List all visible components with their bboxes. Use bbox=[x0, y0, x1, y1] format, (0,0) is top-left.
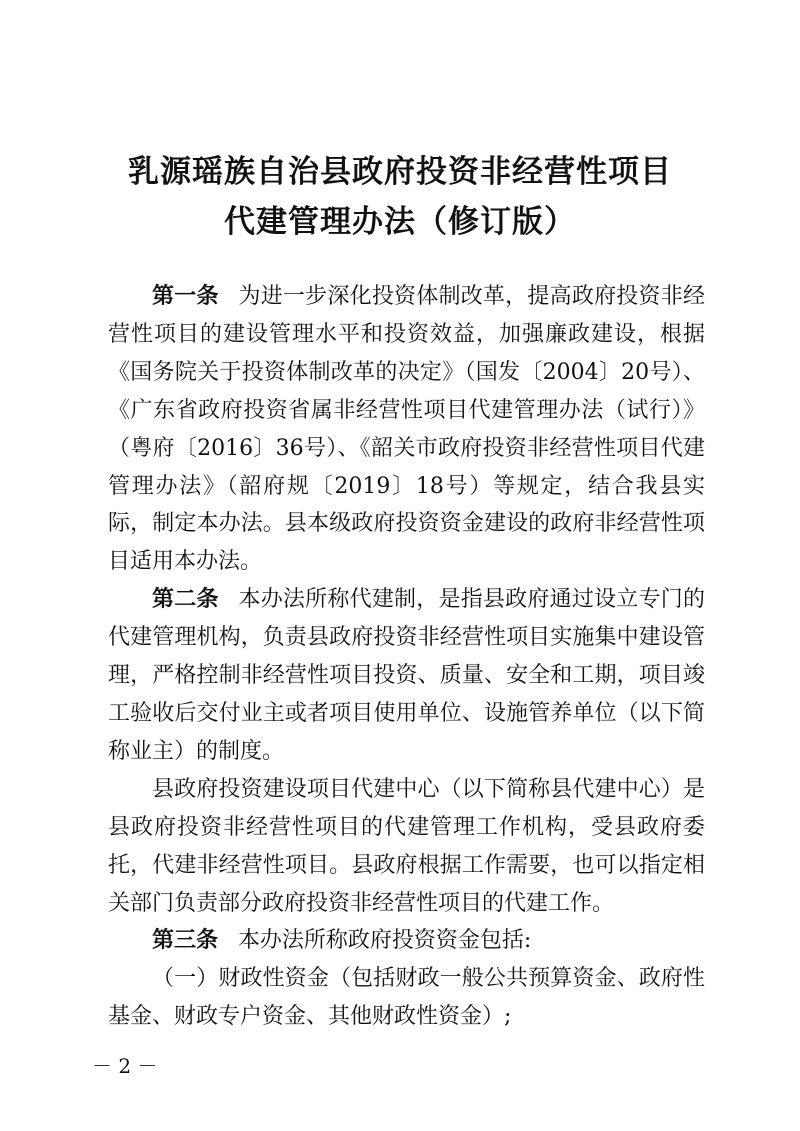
page-number: － 2 － bbox=[92, 1054, 158, 1078]
paragraph-article-3 bbox=[108, 922, 705, 960]
document-body bbox=[108, 278, 705, 1036]
paragraph-article-2 bbox=[108, 581, 705, 771]
paragraph-text: 县政府投资建设项目代建中心（以下简称县代建中心）是县政府投资非经营性项目的代建管理工作机构，受县政府委托，代建非经营性项目。县政府根据工作需要，也可以指定相关部门负责部分政府投资非经营性项目的代建工作。 bbox=[108, 776, 705, 916]
article-label: 第二条 bbox=[152, 586, 219, 613]
article-label: 第一条 bbox=[152, 283, 219, 309]
paragraph-article-3-item-1 bbox=[108, 960, 705, 1036]
paragraph-text: 为进一步深化投资体制改革，提高政府投资非经营性项目的建设管理水平和投资效益，加强廉政建设，根据《国务院关于投资体制改革的决定》（国发〔2004〕20号）、《广东省政府投资省属非经营性项目代建管理办法（试行）》（粤府〔2016〕36号）、《韶关市政府投资非经营性项目代建管理办法》（韶府规〔2019〕18号）等规定，结合我县实际，制定本办法。县本级政府投资资金建设的政府非经营性项目适用本办法。 bbox=[108, 284, 705, 575]
paragraph-text: 本办法所称政府投资资金包括: bbox=[237, 928, 532, 954]
document-title-line-1: 乳源瑶族自治县政府投资非经营性项目 bbox=[128, 154, 672, 190]
article-label: 第三条 bbox=[152, 927, 219, 954]
paragraph-article-1 bbox=[108, 278, 705, 581]
paragraph-text: （一）财政性资金（包括财政一般公共预算资金、政府性基金、财政专户资金、其他财政性资金）; bbox=[108, 966, 705, 1030]
document-title-line-2: 代建管理办法（修订版） bbox=[224, 204, 576, 240]
paragraph-text: 本办法所称代建制，是指县政府通过设立专门的代建管理机构，负责县政府投资非经营性项目实施集中建设管理，严格控制非经营性项目投资、质量、安全和工期，项目竣工验收后交付业主或者项目使用单位、设施管养单位（以下简称业主）的制度。 bbox=[108, 587, 705, 764]
paragraph-article-2-continued bbox=[108, 771, 705, 923]
